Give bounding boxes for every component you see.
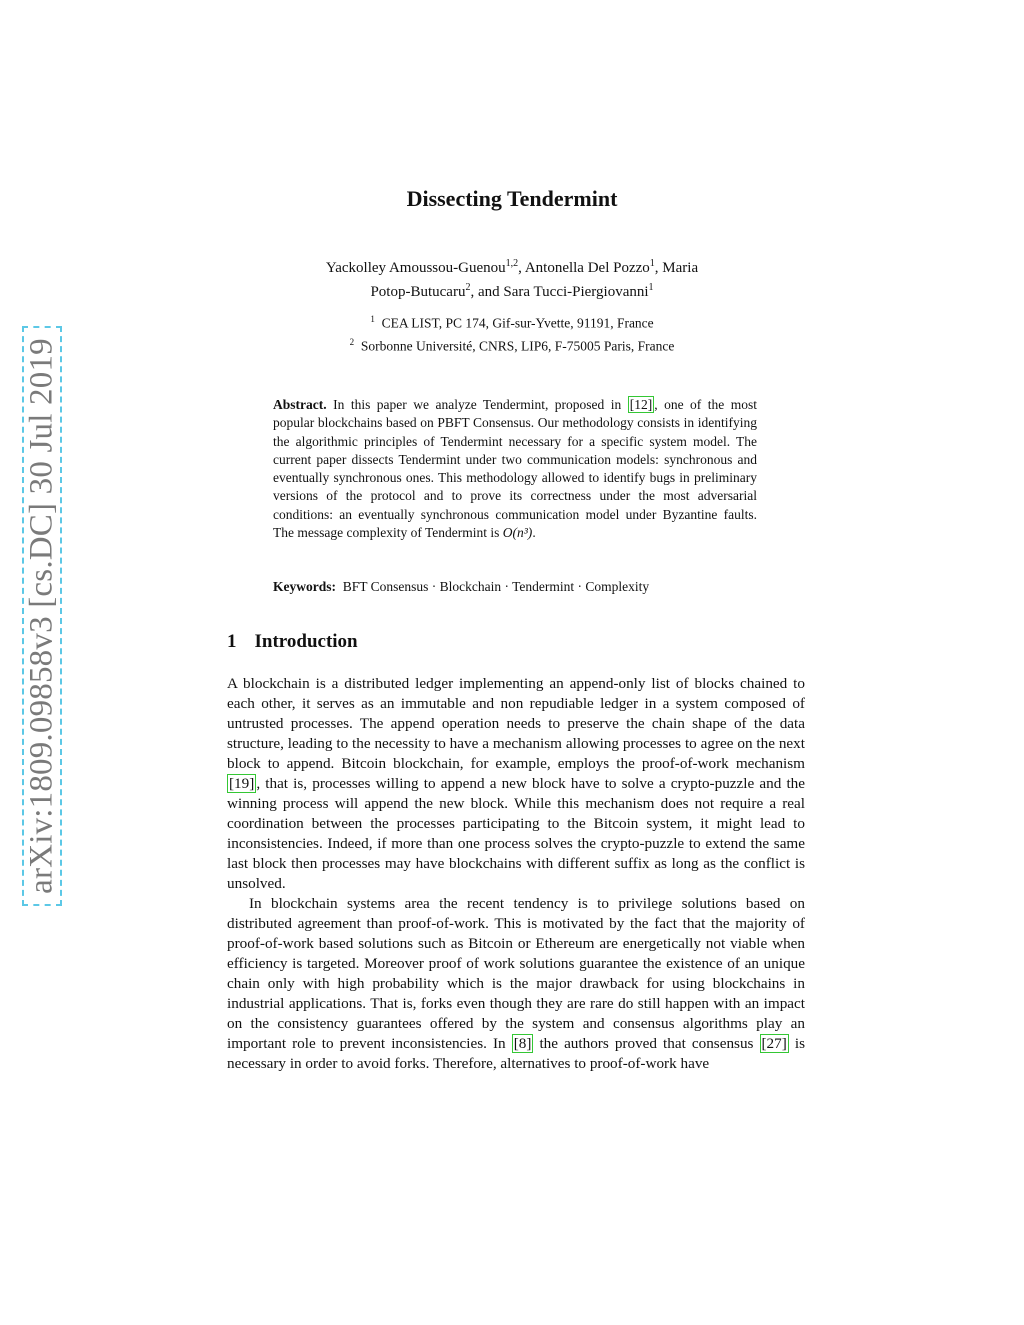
- abstract-text: , one of the most popular blockchains based on PBFT Consensus. Our methodology consists in identifying the algorithmic principles of Tendermint necessary for a specific system model. The current paper dissects Tendermint under two communication models: synchronous and eventually synchronous ones. This methodology allowed to identify bugs in preliminary versions of the protocol and to prove its correctness under the most adversarial conditions: an eventually synchronous communication model under Byzantine faults. The message complexity of Tendermint is: [273, 397, 757, 541]
- affiliation-number: 1: [370, 314, 375, 324]
- author-affil-mark: 1,2: [505, 258, 519, 269]
- math-expression: O(n³): [502, 525, 533, 541]
- paragraph-text: In blockchain systems area the recent tendency is to privilege solutions based on distributed agreement than proof-of-work. This is motivated by the fact that the majority of proof-of-work based solutions such as Bitcoin or Ethereum are energetically not viable when efficiency is targeted. Moreover proof of work solutions guarantee the existence of an unique chain only with high probability which is the major drawback for using blockchains in industrial applications. That is, forks even though they are rare do still happen with an impact on the consistency guarantees offered by the system and consensus algorithms play an important role to prevent inconsistencies. In: [227, 895, 805, 1052]
- author-separator: , and: [470, 284, 504, 300]
- abstract-text: .: [532, 525, 536, 541]
- introduction-body: [227, 674, 805, 1074]
- author-affil-mark: 2: [465, 282, 471, 293]
- arxiv-identifier-stamp: [22, 326, 62, 906]
- arxiv-id-text: arXiv:1809.09858v3 [cs.DC] 30 Jul 2019: [23, 338, 60, 894]
- author-name: Yackolley Amoussou-Guenou: [325, 260, 506, 276]
- author-affil-mark: 1: [648, 282, 654, 293]
- affiliation-text: Sorbonne Université, CNRS, LIP6, F-75005 Paris, France: [360, 338, 675, 353]
- abstract-label: Abstract.: [273, 397, 327, 412]
- paragraph: [227, 674, 805, 894]
- abstract-text: In this paper we analyze Tendermint, proposed in: [333, 397, 628, 412]
- citation-link[interactable]: [12]: [629, 397, 653, 412]
- abstract: [273, 396, 757, 542]
- section-number: 1: [227, 631, 237, 652]
- paragraph-text: is necessary in order to avoid forks. Therefore, alternatives to proof-of-work have: [227, 1035, 805, 1072]
- citation-link[interactable]: [8]: [513, 1035, 532, 1052]
- section-heading: [227, 631, 358, 653]
- affiliation-line: [262, 310, 762, 333]
- affiliation-line: [262, 333, 762, 356]
- paragraph: [227, 894, 805, 1074]
- author-list: [262, 254, 762, 302]
- affiliation-text: CEA LIST, PC 174, Gif-sur-Yvette, 91191, France: [381, 315, 654, 331]
- author-name: Antonella Del Pozzo: [524, 260, 650, 276]
- keywords-text: BFT Consensus · Blockchain · Tendermint · Complexity: [342, 579, 650, 594]
- paper-title: Dissecting Tendermint: [406, 186, 618, 211]
- paragraph-text: , that is, processes willing to append a new block have to solve a crypto-puzzle and the winning process will append the new block. While this mechanism does not require a real coordination between the processes participating to the Bitcoin system, it might lead to inconsistencies. Indeed, if more than one process solves the crypto-puzzle to extend the same last block then processes may have blockchains with different suffix as long as the conflict is unsolved.: [227, 775, 805, 892]
- author-name: Potop-Butucaru: [370, 284, 466, 300]
- author-affil-mark: 1: [649, 258, 655, 269]
- affiliation-number: 2: [349, 336, 355, 347]
- citation-link[interactable]: [19]: [229, 775, 255, 792]
- paragraph-text: A blockchain is a distributed ledger implementing an append-only list of blocks chained to each other, it serves as an immutable and non repudiable ledger in a system composed of untrusted processes. The append operation needs to preserve the chain shape of the data structure, leading to the necessity to have a mechanism allowing processes to agree on the next block to append. Bitcoin blockchain, for example, employs the proof-of-work mechanism: [227, 675, 805, 772]
- section-title: Introduction: [254, 631, 358, 652]
- author-separator: , Maria: [654, 260, 699, 276]
- affiliation-list: [262, 310, 762, 355]
- author-separator: ,: [518, 260, 525, 276]
- keywords: [273, 579, 757, 595]
- paragraph-text: the authors proved that consensus: [533, 1035, 760, 1052]
- citation-link[interactable]: [27]: [761, 1035, 787, 1052]
- author-name: Sara Tucci-Piergiovanni: [503, 284, 649, 300]
- keywords-label: Keywords:: [273, 579, 336, 594]
